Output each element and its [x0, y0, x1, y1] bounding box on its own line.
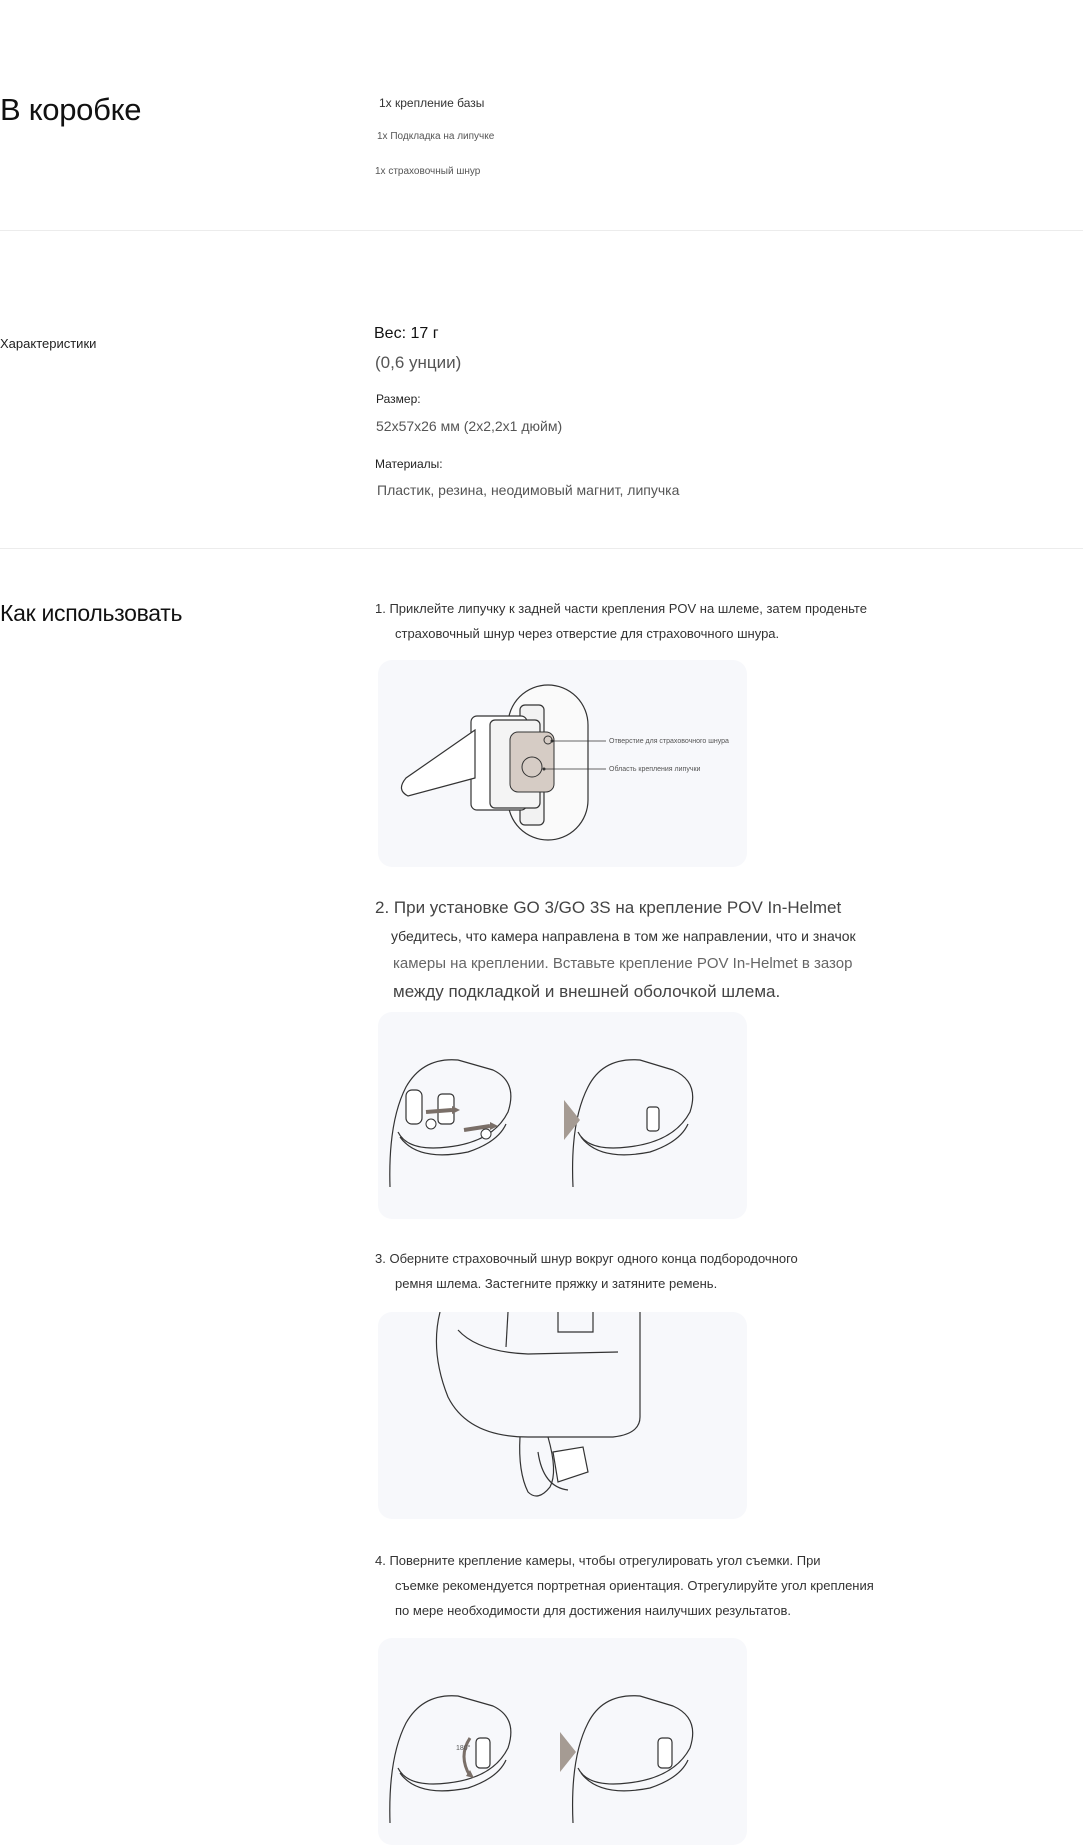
- spec-materials-label: Материалы:: [375, 457, 443, 471]
- step-4-line-3: по мере необходимости для достижения наилучших результатов.: [395, 1603, 791, 1618]
- in-box-item-base-mount: 1x крепление базы: [379, 96, 485, 110]
- step-1-illustration: [378, 660, 747, 867]
- callout-velcro-area: Область крепления липучки: [609, 766, 701, 773]
- in-box-item-safety-tether: 1x страховочный шнур: [375, 166, 481, 177]
- spec-materials-value: Пластик, резина, неодимовый магнит, липучка: [377, 482, 680, 498]
- spec-size-value: 52x57x26 мм (2x2,2x1 дюйм): [376, 418, 563, 434]
- step-3-line-1: 3. Оберните страховочный шнур вокруг одного конца подбородочного: [375, 1251, 798, 1266]
- step-1-line-1: 1. Приклейте липучку к задней части крепления POV на шлеме, затем проденьте: [375, 601, 867, 616]
- specs-title: Характеристики: [0, 336, 97, 351]
- step-1-text: [375, 596, 935, 646]
- step-2-line-4: между подкладкой и внешней оболочкой шлема.: [393, 982, 781, 1001]
- step-3-text: [375, 1246, 935, 1296]
- rotation-angle-label: 180°: [456, 1745, 471, 1752]
- divider: [0, 230, 1083, 231]
- step-4-illustration: [378, 1638, 747, 1845]
- spec-weight-oz: (0,6 унции): [375, 353, 462, 372]
- step-3-illustration: [378, 1312, 747, 1519]
- spec-size-label: Размер:: [376, 392, 421, 406]
- step-3-line-2: ремня шлема. Застегните пряжку и затяните ремень.: [395, 1276, 718, 1291]
- callout-tether-hole: Отверстие для страховочного шнура: [609, 738, 729, 745]
- in-box-title: В коробке: [0, 92, 142, 127]
- step-2-line-1: 2. При установке GO 3/GO 3S на крепление POV In-Helmet: [375, 898, 842, 917]
- divider: [0, 548, 1083, 549]
- step-2-text: [375, 894, 935, 1006]
- in-box-item-velcro-pad: 1x Подкладка на липучке: [377, 131, 495, 142]
- step-2-line-2: убедитесь, что камера направлена в том же направлении, что и значок: [391, 928, 856, 944]
- step-2-illustration: [378, 1012, 747, 1219]
- step-2-line-3: камеры на креплении. Вставьте крепление POV In-Helmet в зазор: [393, 955, 853, 972]
- step-4-line-2: съемке рекомендуется портретная ориентация. Отрегулируйте угол крепления: [395, 1578, 874, 1593]
- step-1-line-2: страховочный шнур через отверстие для страховочного шнура.: [395, 626, 780, 641]
- step-4-line-1: 4. Поверните крепление камеры, чтобы отрегулировать угол съемки. При: [375, 1553, 821, 1568]
- step-4-text: [375, 1548, 935, 1623]
- spec-weight: Вес: 17 г: [374, 325, 439, 342]
- how-to-title: Как использовать: [0, 600, 183, 626]
